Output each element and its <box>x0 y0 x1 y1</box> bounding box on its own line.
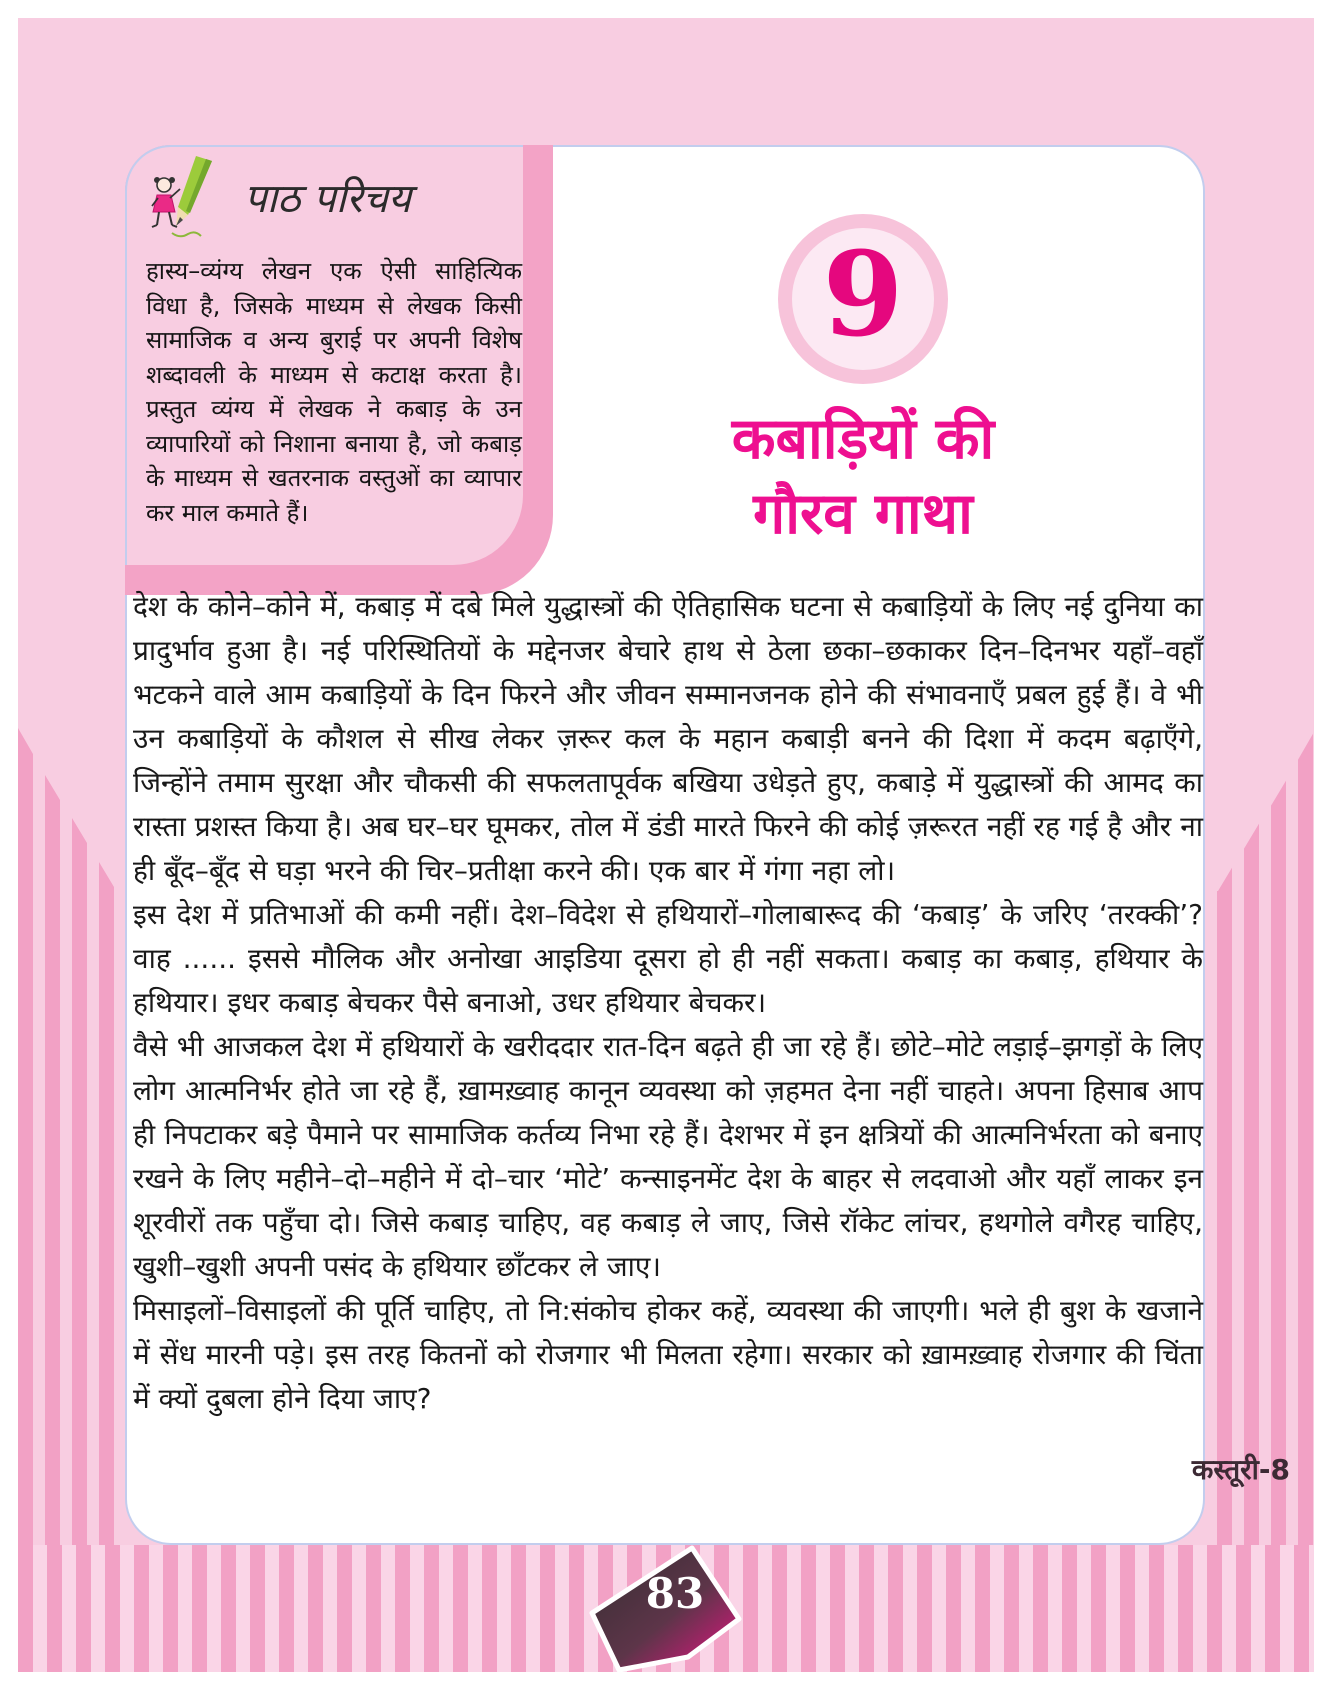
chapter-number-circle-inner <box>792 228 934 370</box>
girl-with-pencil-icon <box>146 153 230 239</box>
page-number: 83 <box>645 1569 705 1618</box>
lesson-text <box>133 585 1203 1421</box>
lesson-paragraph-4: मिसाइलों–विसाइलों की पूर्ति चाहिए, तो नि:संकोच होकर कहें, व्यवस्था की जाएगी। भले ही बुश के खजाने में सेंध मारनी पड़े। इस तरह कितनों को रोजगार भी मिलता रहेगा। सरकार को ख़ामख़्वाह रोजगार की चिंता में क्यों दुबला होने दिया जाए? <box>133 1294 1203 1415</box>
lesson-paragraph-3: वैसे भी आजकल देश में हथियारों के खरीददार रात-दिन बढ़ते ही जा रहे हैं। छोटे–मोटे लड़ाई–झगड़ों के लिए लोग आत्मनिर्भर होते जा रहे हैं, ख़ामख़्वाह कानून व्यवस्था को ज़हमत देना नहीं चाहते। अपना हिसाब आप ही निपटाकर बड़े पैमाने पर सामाजिक कर्तव्य निभा रहे हैं। देशभर में इन क्षत्रियों की आत्मनिर्भरता को बनाए रखने के लिए महीने–दो–महीने में दो–चार ‘मोटे’ कन्साइनमेंट देश के बाहर से लदवाओ और यहाँ लाकर इन शूरवीरों तक पहुँचा दो। जिसे कबाड़ चाहिए, वह कबाड़ ले जाए, जिसे रॉकेट लांचर, हथगोले वगैरह चाहिए, खुशी–खुशी अपनी पसंद के हथियार छाँटकर ले जाए। <box>133 1030 1203 1283</box>
chapter-number: 9 <box>822 227 904 363</box>
intro-text: हास्य–व्यंग्य लेखन एक ऐसी साहित्यिक विधा है, जिसके माध्यम से लेखक किसी सामाजिक व अन्य बुराई पर अपनी विशेष शब्दावली के माध्यम से कटाक्ष करता है। प्रस्तुत व्यंग्य में लेखक ने कबाड़ के उन व्यापारियों को निशाना बनाया है, जो कबाड़ के माध्यम से खतरनाक वस्तुओं का व्यापार कर माल कमाते हैं। <box>146 257 522 527</box>
intro-content <box>146 152 522 530</box>
page-number-badge <box>580 1538 760 1688</box>
chapter-number-circle <box>778 214 948 384</box>
intro-heading: पाठ परिचय <box>244 175 412 222</box>
lesson-paragraph-1: देश के कोने–कोने में, कबाड़ में दबे मिले युद्धास्त्रों की ऐतिहासिक घटना से कबाड़ियों के लिए नई दुनिया का प्रादुर्भाव हुआ है। नई परिस्थितियों के मद्देनजर बेचारे हाथ से ठेला छका–छकाकर दिन–दिनभर यहाँ–वहाँ भटकने वाले आम कबाड़ियों के दिन फिरने और जीवन सम्मानजनक होने की संभावनाएँ प्रबल हुई हैं। वे भी उन कबाड़ियों के कौशल से सीख लेकर ज़रूर कल के महान कबाड़ी बनने की दिशा में कदम बढ़ाएँगे, जिन्होंने तमाम सुरक्षा और चौकसी की सफलतापूर्वक बखिया उधेड़ते हुए, कबाड़े में युद्धास्त्रों की आमद का रास्ता प्रशस्त किया है। अब घर–घर घूमकर, तोल में डंडी मारते फिरने की कोई ज़रूरत नहीं रह गई है और ना ही बूँद–बूँद से घड़ा भरने की चिर–प्रतीक्षा करने की। एक बार में गंगा नहा लो। <box>133 590 1203 887</box>
intro-header <box>146 152 522 240</box>
chapter-title <box>563 402 1163 552</box>
chapter-title-line2: गौरव गाथा <box>753 481 973 547</box>
lesson-paragraph-2: इस देश में प्रतिभाओं की कमी नहीं। देश–विदेश से हथियारों–गोलाबारूद की ‘कबाड़’ के जरिए ‘तरक्की’? वाह ...... इससे मौलिक और अनोखा आइडिया दूसरा हो ही नहीं सकता। कबाड़ का कबाड़, हथियार के हथियार। इधर कबाड़ बेचकर पैसे बनाओ, उधर हथियार बेचकर। <box>133 898 1203 1019</box>
book-label: कस्तूरी-8 <box>1191 1453 1290 1486</box>
chapter-title-line1: कबाड़ियों की <box>731 406 995 472</box>
